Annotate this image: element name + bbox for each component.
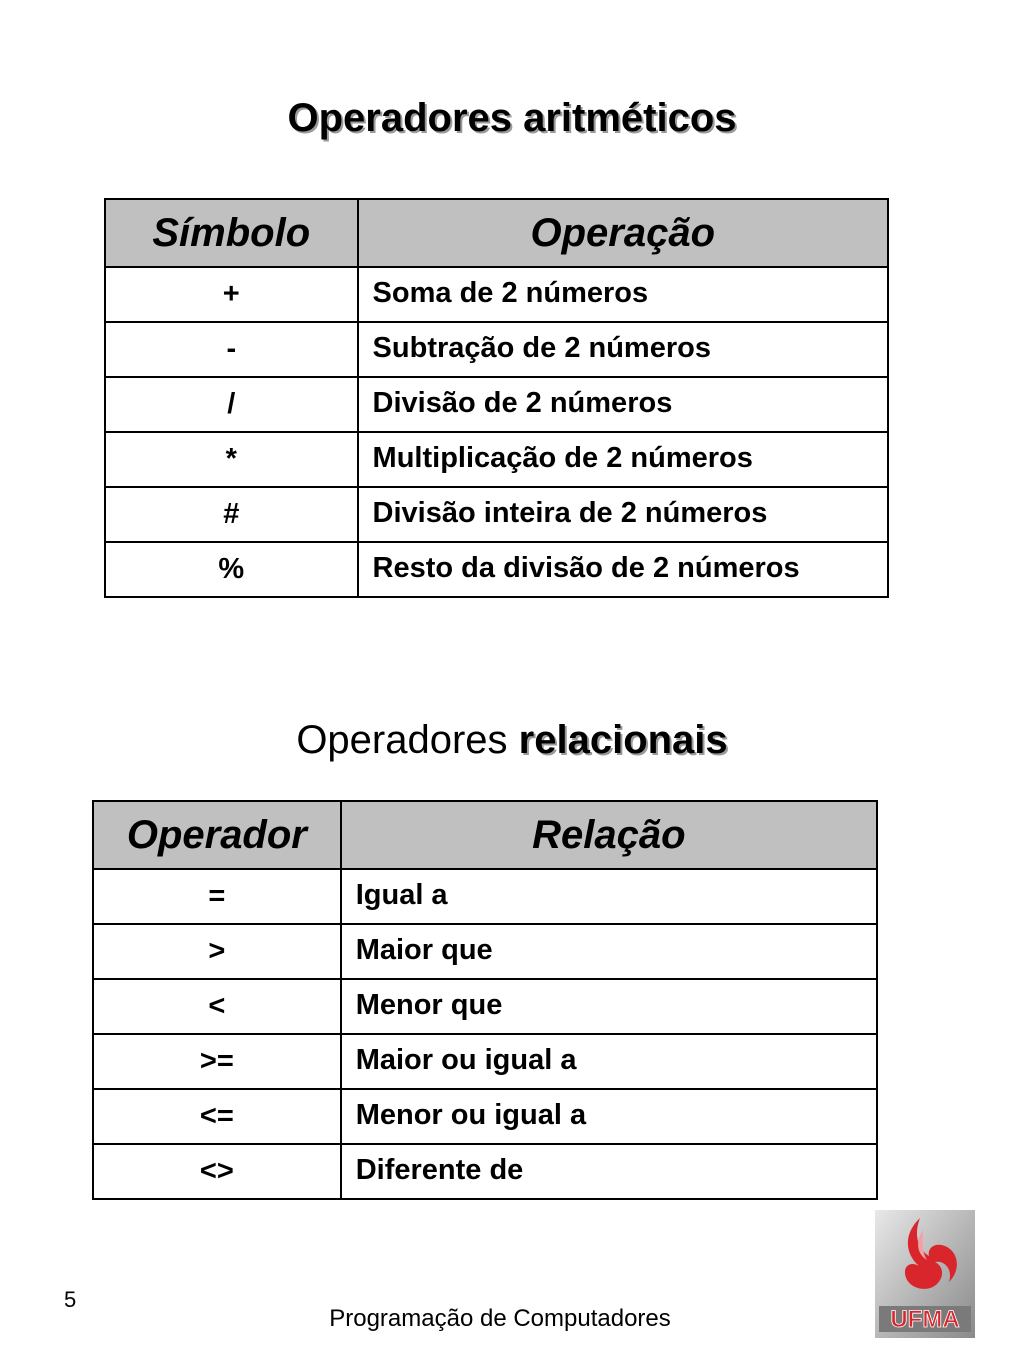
relational-title-prefix: Operadores <box>296 718 519 762</box>
operator-symbol: < <box>93 979 341 1034</box>
table-row <box>105 542 888 597</box>
logo-text: UFMA <box>890 1306 960 1333</box>
operation-description: Resto da divisão de 2 números <box>358 542 888 597</box>
table-row <box>105 322 888 377</box>
footer-course-title: Programação de Computadores <box>329 1305 671 1332</box>
table-row <box>105 432 888 487</box>
table-row <box>93 869 877 924</box>
operation-description: Multiplicação de 2 números <box>358 432 888 487</box>
relational-title <box>0 716 1024 764</box>
operator-symbol: / <box>105 377 358 432</box>
operator-symbol: # <box>105 487 358 542</box>
table-row <box>93 979 877 1034</box>
table-header-row <box>105 199 888 267</box>
table-row <box>93 924 877 979</box>
arithmetic-operators-table <box>104 198 889 598</box>
relation-description: Maior ou igual a <box>341 1034 877 1089</box>
relation-description: Menor que <box>341 979 877 1034</box>
column-header-operator: Operador <box>93 801 341 869</box>
ufma-logo <box>875 1210 975 1338</box>
operation-description: Soma de 2 números <box>358 267 888 322</box>
column-header-relation: Relação <box>341 801 877 869</box>
operator-symbol: * <box>105 432 358 487</box>
table-row <box>105 267 888 322</box>
relational-title-emphasis: relacionais <box>518 718 728 762</box>
table-row <box>93 1089 877 1144</box>
relation-description: Igual a <box>341 869 877 924</box>
page-number: 5 <box>64 1287 77 1312</box>
table-row <box>93 1144 877 1199</box>
operator-symbol: - <box>105 322 358 377</box>
relational-operators-table <box>92 800 878 1200</box>
relation-description: Maior que <box>341 924 877 979</box>
column-header-symbol: Símbolo <box>105 199 358 267</box>
operator-symbol: > <box>93 924 341 979</box>
operator-symbol: <= <box>93 1089 341 1144</box>
table-row <box>105 377 888 432</box>
operation-description: Divisão de 2 números <box>358 377 888 432</box>
table-row <box>105 487 888 542</box>
relation-description: Menor ou igual a <box>341 1089 877 1144</box>
operator-symbol: + <box>105 267 358 322</box>
table-header-row <box>93 801 877 869</box>
relation-description: Diferente de <box>341 1144 877 1199</box>
operation-description: Divisão inteira de 2 números <box>358 487 888 542</box>
operator-symbol: <> <box>93 1144 341 1199</box>
table-row <box>93 1034 877 1089</box>
column-header-operation: Operação <box>358 199 888 267</box>
operation-description: Subtração de 2 números <box>358 322 888 377</box>
arithmetic-title: Operadores aritméticos <box>287 96 737 140</box>
operator-symbol: % <box>105 542 358 597</box>
operator-symbol: >= <box>93 1034 341 1089</box>
operator-symbol: = <box>93 869 341 924</box>
